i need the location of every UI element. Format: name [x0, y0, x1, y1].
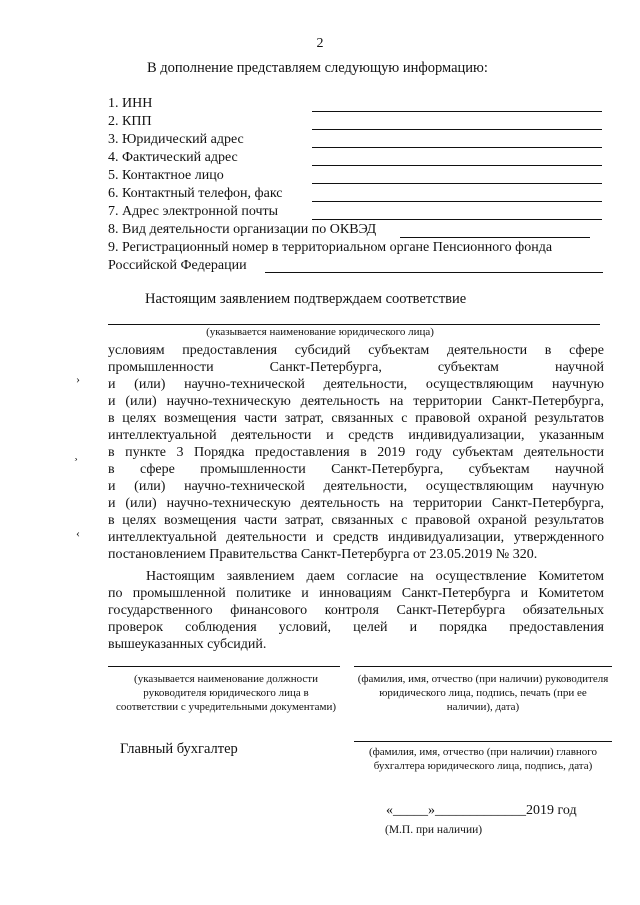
field-actual-address-label: 4. Фактический адрес: [108, 150, 238, 165]
consent-line: по промышленной политике и инновациям Санкт-Петербурга и Комитетом: [108, 586, 604, 601]
field-pension-fund-label: 9. Регистрационный номер в территориальном органе Пенсионного фонда: [108, 240, 553, 255]
conformity-line: интеллектуальной деятельности и средств индивидуализации, указанным: [108, 428, 604, 443]
conformity-line: интеллектуальной деятельности и средств индивидуализации, утвержденного: [108, 530, 604, 545]
conformity-line: и (или) научно-технической деятельности, осуществляющим научную: [108, 479, 604, 494]
field-pension-fund-label-cont: Российской Федерации: [108, 258, 247, 273]
head-position-line[interactable]: [108, 666, 340, 667]
field-email-label: 7. Адрес электронной почты: [108, 204, 279, 219]
field-inn-line[interactable]: [312, 111, 602, 112]
conformity-line: в целях возмещения части затрат, связанных с правовой охраной результатов: [108, 411, 604, 426]
field-contact-person-label: 5. Контактное лицо: [108, 168, 224, 183]
consent-line: государственного финансового контроля Санкт-Петербурга обязательных: [108, 603, 604, 618]
page-number: 2: [316, 36, 324, 51]
stamp-note: (М.П. при наличии): [385, 824, 483, 836]
scan-mark: ¸: [74, 447, 78, 461]
conformity-line: условиям предоставления субсидий субъектам деятельности в сфере: [108, 343, 604, 358]
chief-accountant-label: Главный бухгалтер: [120, 741, 238, 757]
conformity-line: в сфере промышленности Санкт-Петербурга, субъектам научной: [108, 462, 604, 477]
consent-line: проверок соблюдения условий, целей и порядка предоставления: [108, 620, 604, 635]
field-okved-label: 8. Вид деятельности организации по ОКВЭД: [108, 222, 377, 237]
scan-mark: ›: [76, 372, 80, 386]
head-signature-caption: (фамилия, имя, отчество (при наличии) руководителя юридического лица, подпись, печать (при ее наличии), дата): [357, 673, 609, 713]
field-kpp-line[interactable]: [312, 129, 602, 130]
field-kpp-label: 2. КПП: [108, 114, 152, 129]
field-pension-fund-line[interactable]: [265, 272, 603, 273]
date-line[interactable]: «_____»_____________2019 год: [386, 803, 577, 818]
conformity-line: промышленности Санкт-Петербурга, субъектам научной: [108, 360, 604, 375]
conformity-line: постановлением Правительства Санкт-Петербурга от 23.05.2019 № 320.: [108, 547, 538, 562]
conformity-line: в пункте 3 Порядка предоставления в 2019 году субъектам деятельности: [108, 445, 604, 460]
field-contact-person-line[interactable]: [312, 183, 602, 184]
chief-accountant-signature-line[interactable]: [354, 741, 612, 742]
field-okved-line[interactable]: [400, 237, 590, 238]
field-actual-address-line[interactable]: [312, 165, 602, 166]
field-legal-address-line[interactable]: [312, 147, 602, 148]
conformity-line: и (или) научно-технической деятельности, осуществляющим научную: [108, 377, 604, 392]
head-position-caption: (указывается наименование должности руководителя юридического лица в соответствии с учредительными документами): [115, 673, 337, 713]
consent-line: Настоящим заявлением даем согласие на осуществление Комитетом: [146, 569, 604, 584]
consent-line: вышеуказанных субсидий.: [108, 637, 267, 652]
org-name-line[interactable]: [108, 324, 600, 325]
field-inn-label: 1. ИНН: [108, 96, 153, 111]
conformity-line: в целях возмещения части затрат, связанных с правовой охраной результатов: [108, 513, 604, 528]
chief-accountant-caption: (фамилия, имя, отчество (при наличии) главного бухгалтера юридического лица, подпись, дата): [368, 746, 598, 772]
field-phone-fax-label: 6. Контактный телефон, факс: [108, 186, 283, 201]
confirmation-intro: Настоящим заявлением подтверждаем соответствие: [145, 291, 467, 307]
org-name-caption: (указывается наименование юридического лица): [206, 326, 434, 338]
conformity-line: и (или) научно-техническую деятельность на территории Санкт-Петербурга,: [108, 394, 604, 409]
field-legal-address-label: 3. Юридический адрес: [108, 132, 244, 147]
field-phone-fax-line[interactable]: [312, 201, 602, 202]
head-signature-line[interactable]: [354, 666, 612, 667]
intro-text: В дополнение представляем следующую информацию:: [147, 60, 488, 76]
field-email-line[interactable]: [312, 219, 602, 220]
conformity-line: и (или) научно-техническую деятельность на территории Санкт-Петербурга,: [108, 496, 604, 511]
scan-mark: ‹: [76, 526, 80, 540]
